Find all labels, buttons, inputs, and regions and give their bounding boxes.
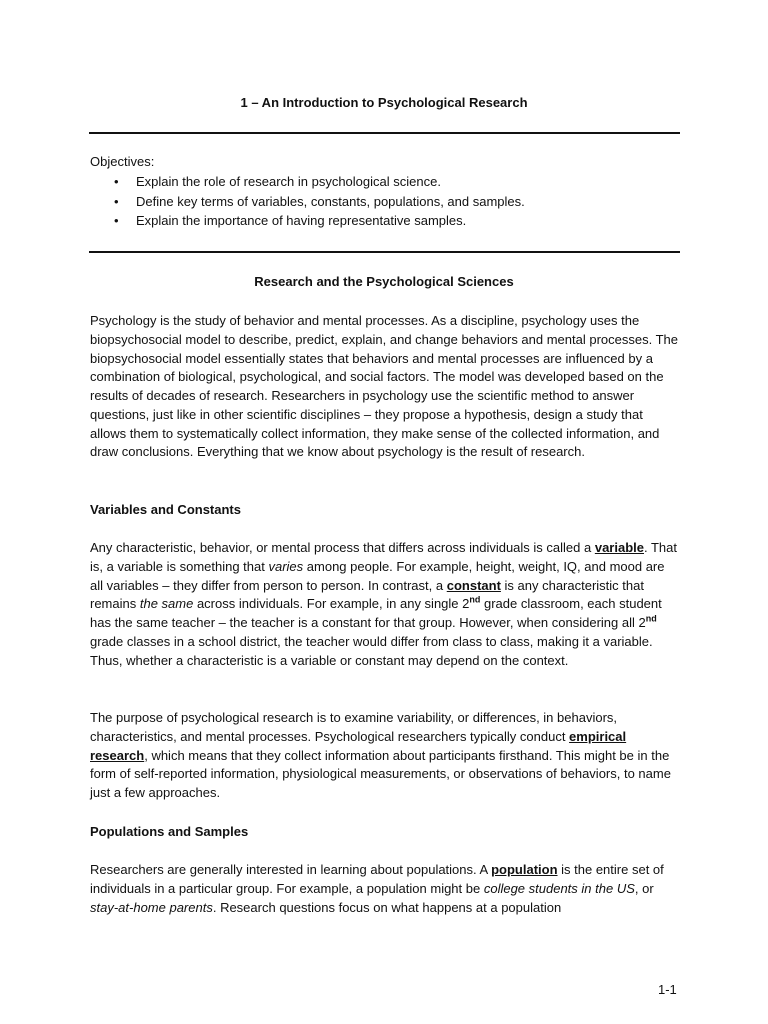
emphasis-varies: varies <box>268 558 304 574</box>
paragraph-populations: Researchers are generally interested in learning about populations. A population is the entire set of individuals in a particular group. For example, a population might be college students in the US, or stay-at-home parents. Research questions focus on what happens at a population <box>90 862 664 915</box>
objective-text: Define key terms of variables, constants, populations, and samples. <box>136 193 525 209</box>
document-title: 1 – An Introduction to Psychological Research <box>240 95 528 110</box>
term-empirical-research: empirical research <box>90 728 627 763</box>
objective-item <box>90 212 678 232</box>
bullet-icon: • <box>114 193 119 209</box>
term-constant: constant <box>446 577 501 593</box>
emphasis-same: the same <box>139 596 194 612</box>
objectives-heading: Objectives: <box>90 154 155 169</box>
emphasis-stay-at-home-parents: stay-at-home parents <box>90 899 213 915</box>
top-divider <box>89 132 680 134</box>
ordinal-suffix: nd <box>645 613 657 624</box>
objectives-divider <box>89 251 680 253</box>
bullet-icon: • <box>114 174 119 189</box>
paragraph-psychology-intro: Psychology is the study of behavior and mental processes. As a discipline, psychology uses the biopsychosocial model to describe, predict, explain, and change behaviors and mental processes. The biopsychosocial model essentially states that behaviors and mental processes are influenced by a combination of biological, psychological, and social factors. The model was developed based on the results of decades of research. Researchers in psychology use the scientific method to answer questions, just like in other scientific disciplines – they propose a hypothesis, design a study that allows them to systematically collect information, they make sense of the collected information, and draw conclusions. Everything that we know about psychology is the result of research. <box>90 313 678 460</box>
page-number: 1-1 <box>658 982 677 997</box>
objective-item <box>90 193 678 213</box>
heading-populations-samples: Populations and Samples <box>90 824 249 839</box>
emphasis-college-students: college students in the US <box>483 880 635 896</box>
section-title-research: Research and the Psychological Sciences <box>254 274 514 289</box>
term-variable: variable <box>594 540 644 555</box>
objective-text: Explain the role of research in psychological science. <box>136 174 441 189</box>
objective-item <box>90 173 678 193</box>
term-population: population <box>491 862 558 877</box>
heading-variables-constants: Variables and Constants <box>90 502 241 517</box>
objectives-list <box>90 173 678 232</box>
ordinal-suffix: nd <box>469 594 481 605</box>
paragraph-variables: Any characteristic, behavior, or mental process that differs across individuals is called a variable. That is, a variable is something that varies among people. For example, height, weight, IQ, and mood are all variables – they differ from person to person. In contrast, a constant is any characteristic that remains the same across individuals. For example, in any single 2nd grade classroom, each student has the same teacher – the teacher is a constant for that group. However, when considering all 2nd grade classes in a school district, the teacher would differ from class to class, making it a variable. Thus, whether a characteristic is a variable or constant may depend on the context. <box>90 540 678 668</box>
paragraph-research-purpose: The purpose of psychological research is to examine variability, or differences, in behaviors, characteristics, and mental processes. Psychological researchers typically conduct empirical research, which means that they collect information about participants firsthand. This might be in the form of self-reported information, physiological measurements, or observations of behaviors, to name just a few approaches. <box>90 710 671 800</box>
bullet-icon: • <box>114 213 119 228</box>
objective-text: Explain the importance of having representative samples. <box>136 213 467 228</box>
